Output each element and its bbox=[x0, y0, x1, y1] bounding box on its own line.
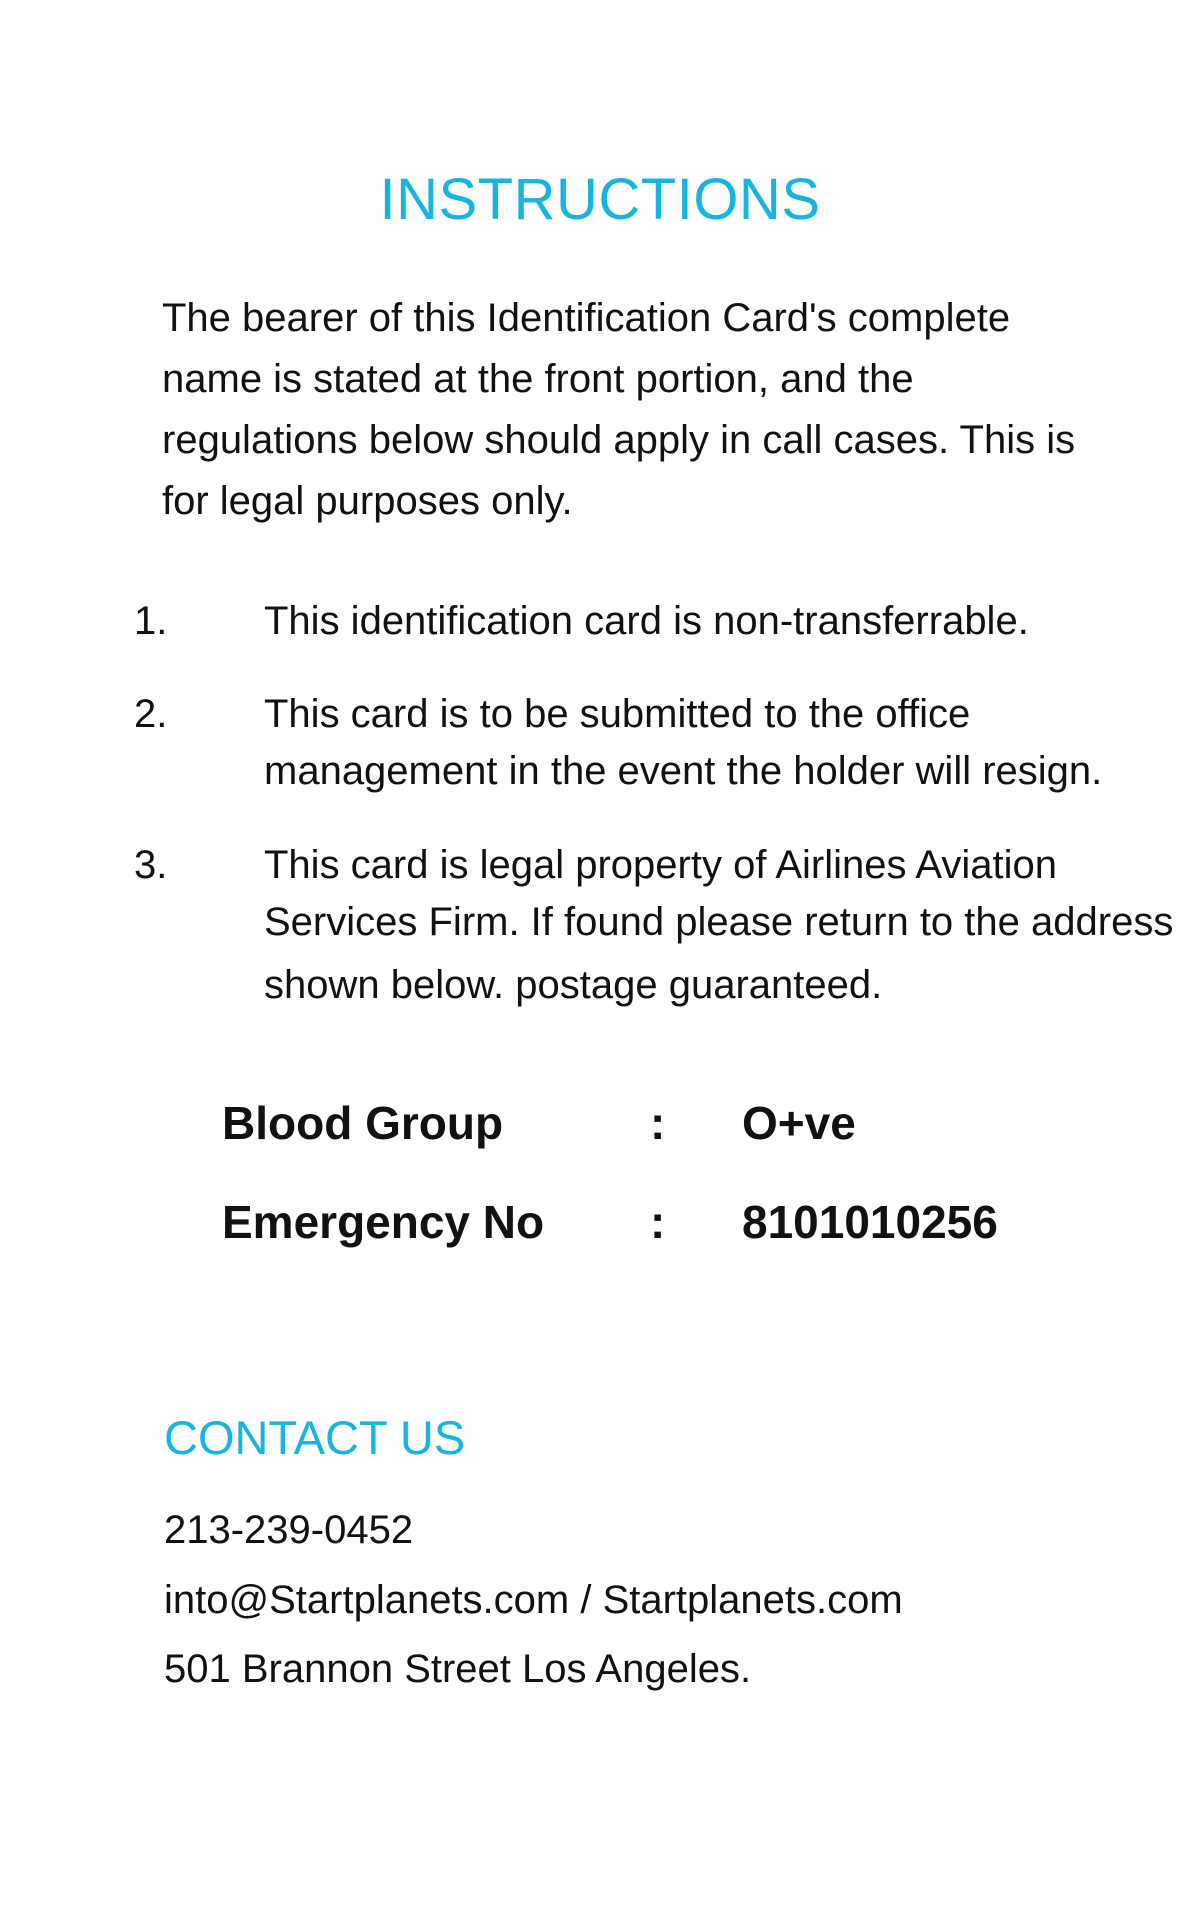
rule-number: 1. bbox=[134, 599, 168, 643]
rule-line: This card is to be submitted to the office bbox=[264, 692, 971, 736]
contact-address: 501 Brannon Street Los Angeles. bbox=[164, 1647, 752, 1691]
contact-heading: CONTACT US bbox=[164, 1411, 466, 1464]
rule-line: This card is legal property of Airlines Aviation bbox=[264, 843, 1057, 887]
emergency-no-value: 8101010256 bbox=[742, 1196, 998, 1248]
page-title: INSTRUCTIONS bbox=[379, 167, 821, 232]
rule-number: 3. bbox=[134, 843, 168, 887]
emergency-no-label: Emergency No bbox=[222, 1196, 545, 1248]
contact-email-website: into@Startplanets.com / Startplanets.com bbox=[164, 1578, 903, 1622]
rule-text bbox=[264, 837, 1200, 1014]
intro-line: name is stated at the front portion, and the bbox=[162, 357, 914, 401]
blood-group-value: O+ve bbox=[742, 1097, 856, 1149]
rule-text bbox=[264, 686, 1200, 800]
rule-line: management in the event the holder will resign. bbox=[264, 749, 1103, 793]
intro-paragraph bbox=[162, 288, 1122, 532]
rule-line: shown below. postage guaranteed. bbox=[264, 963, 883, 1007]
intro-line: The bearer of this Identification Card's complete bbox=[162, 296, 1011, 340]
contact-phone: 213-239-0452 bbox=[164, 1508, 414, 1552]
intro-line: regulations below should apply in call cases. This is bbox=[162, 418, 1076, 462]
separator-colon: : bbox=[650, 1097, 666, 1149]
rule-line: This identification card is non-transferrable. bbox=[264, 599, 1029, 643]
rule-line: Services Firm. If found please return to the address bbox=[264, 900, 1174, 944]
rule-text bbox=[264, 593, 1200, 650]
blood-group-label: Blood Group bbox=[222, 1097, 504, 1149]
rule-number: 2. bbox=[134, 692, 168, 736]
separator-colon: : bbox=[650, 1196, 666, 1248]
intro-line: for legal purposes only. bbox=[162, 479, 573, 523]
